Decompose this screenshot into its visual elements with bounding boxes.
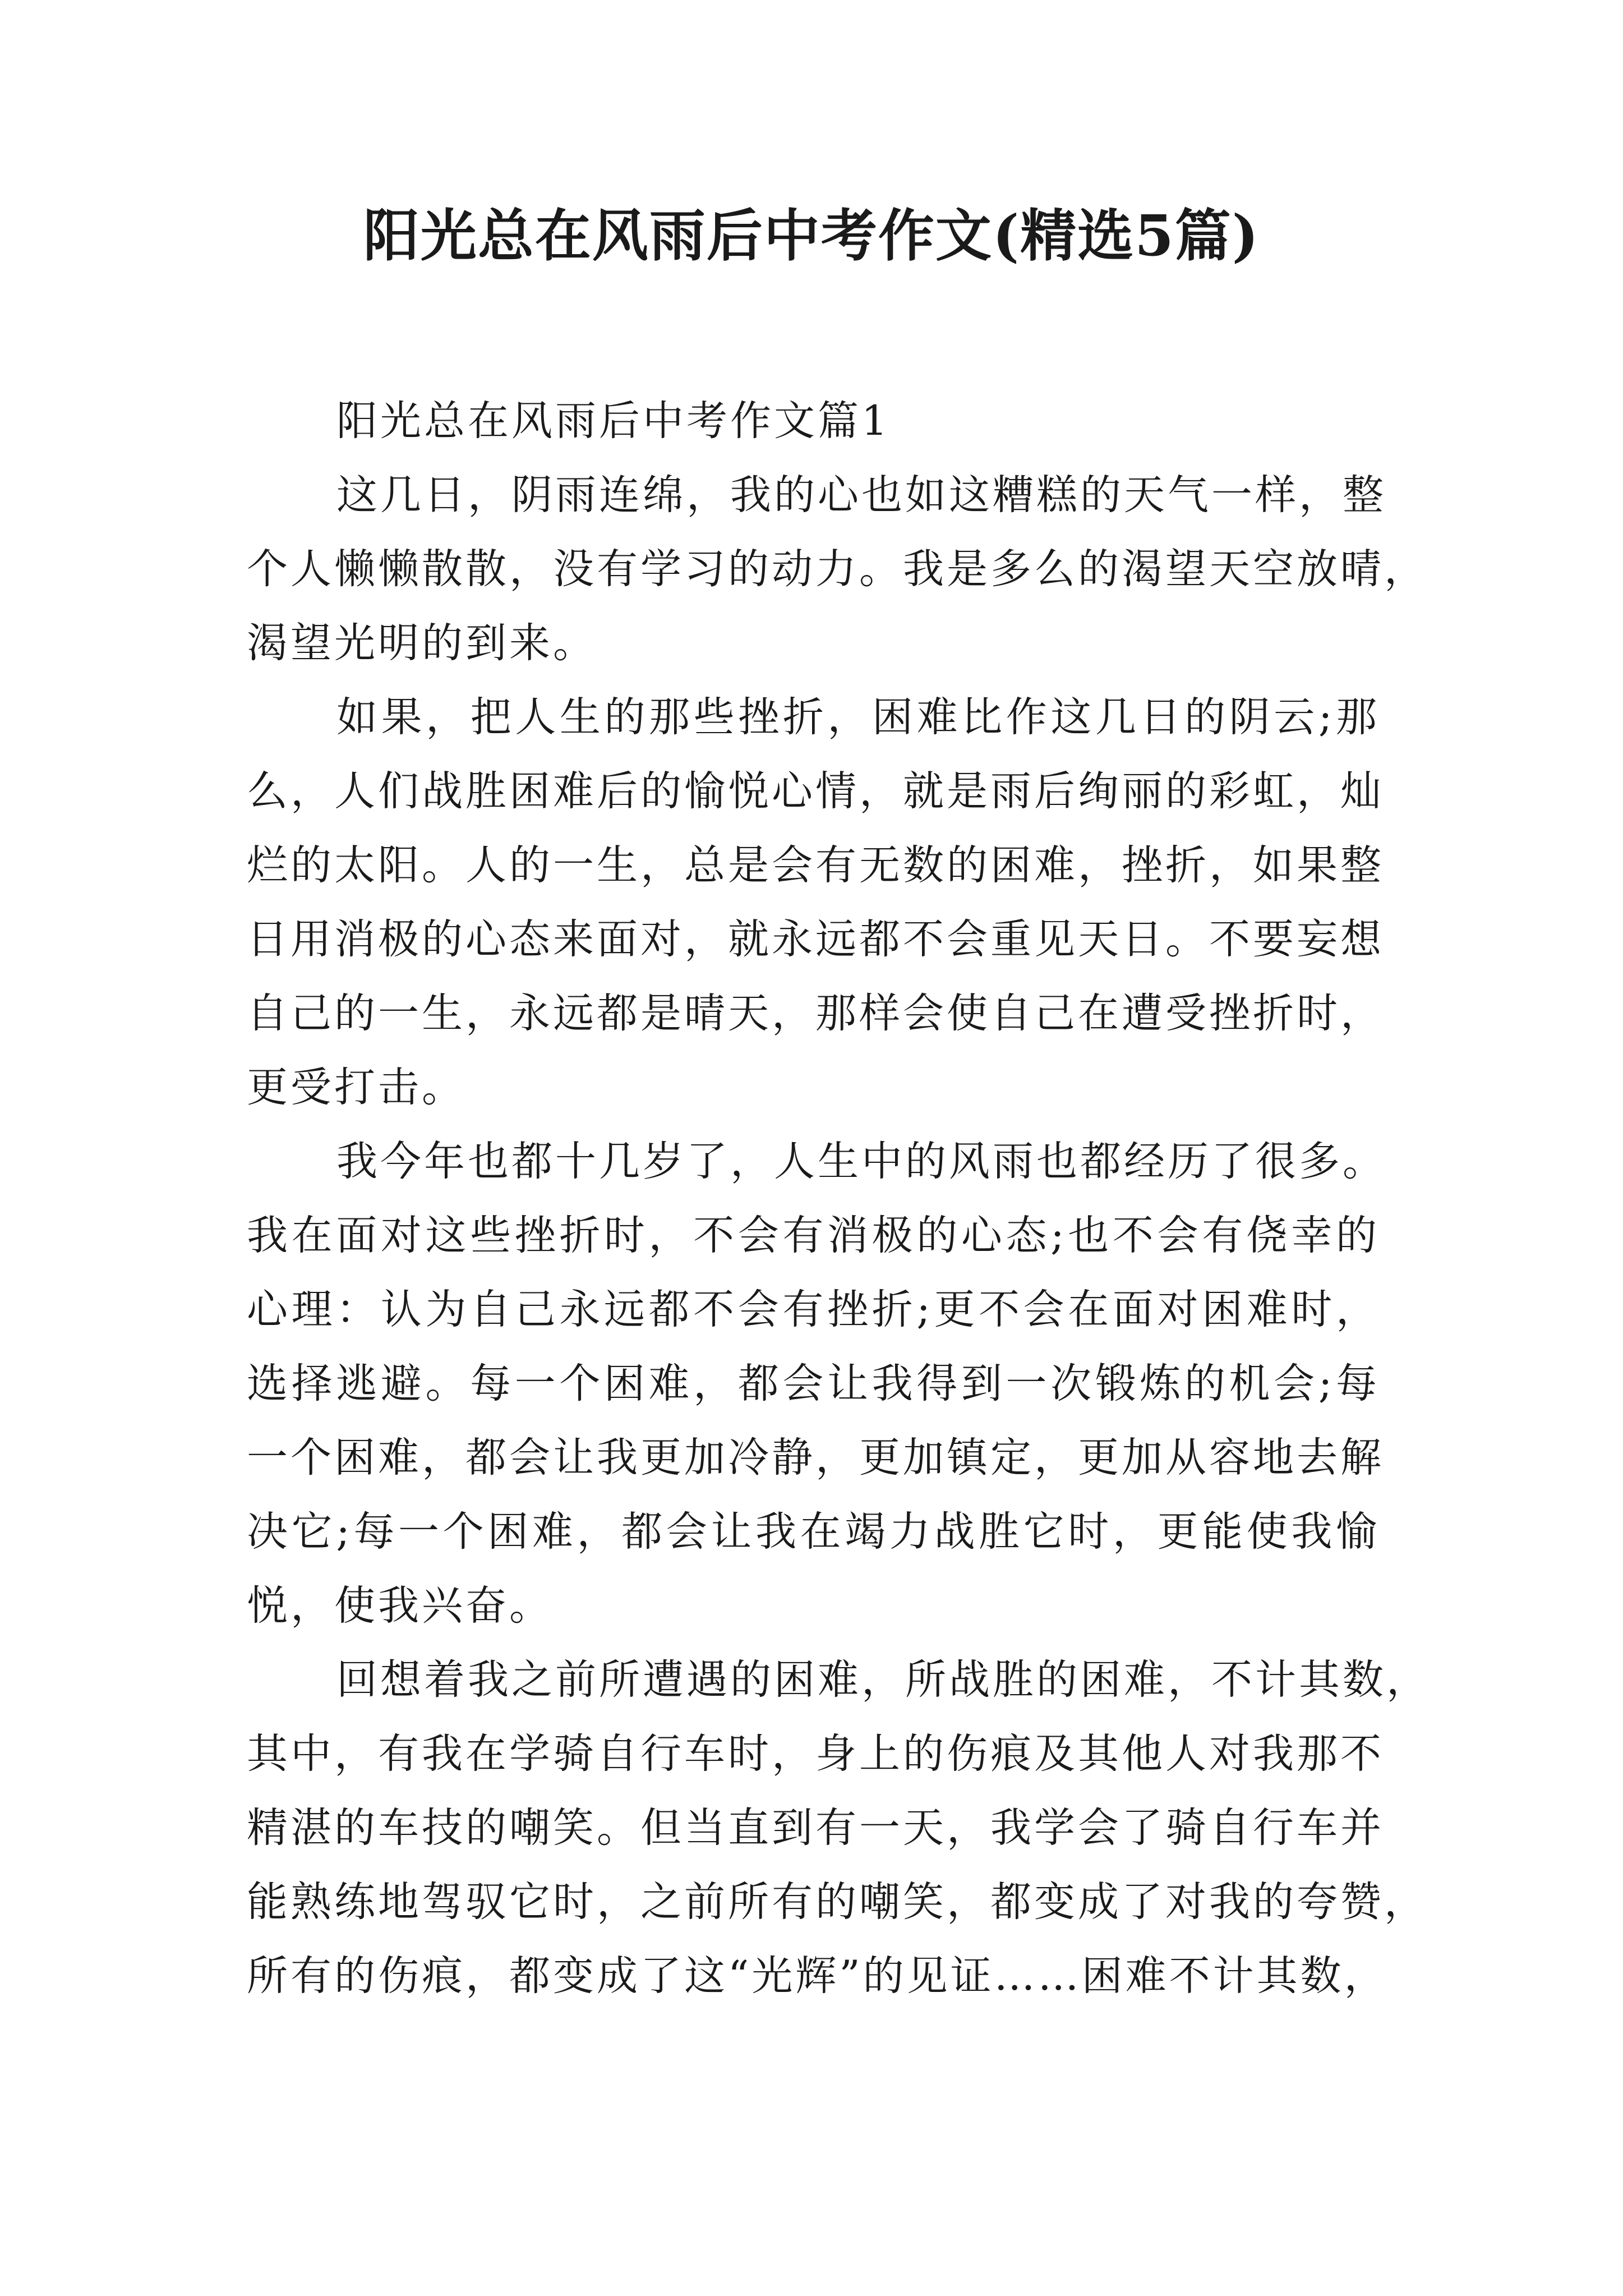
paragraph-line: 烂的太阳。人的一生，总是会有无数的困难，挫折，如果整 <box>247 841 1384 889</box>
document-title: 阳光总在风雨后中考作文(精选5篇) <box>363 203 1260 269</box>
paragraph-line: 能熟练地驾驭它时，之前所有的嘲笑，都变成了对我的夸赞， <box>247 1878 1428 1926</box>
paragraph-line: 选择逃避。每一个困难，都会让我得到一次锻炼的机会;每 <box>247 1360 1380 1407</box>
paragraph-line: 悦，使我兴奋。 <box>247 1582 553 1630</box>
paragraph-line: 么，人们战胜困难后的愉悦心情，就是雨后绚丽的彩虹，灿 <box>247 767 1384 815</box>
paragraph-line: 日用消极的心态来面对，就永远都不会重见天日。不要妄想 <box>247 915 1384 963</box>
paragraph-line: 决它;每一个困难，都会让我在竭力战胜它时，更能使我愉 <box>247 1508 1380 1556</box>
paragraph-line: 自己的一生，永远都是晴天，那样会使自己在遭受挫折时， <box>247 990 1384 1037</box>
paragraph-line: 所有的伤痕，都变成了这“光辉”的见证……困难不计其数， <box>247 1952 1388 2000</box>
paragraph-line: 更受打击。 <box>247 1064 465 1111</box>
paragraph-line: 精湛的车技的嘲笑。但当直到有一天，我学会了骑自行车并 <box>247 1804 1384 1852</box>
paragraph-line: 我在面对这些挫折时，不会有消极的心态;也不会有侥幸的 <box>247 1212 1380 1259</box>
paragraph-line: 如果，把人生的那些挫折，困难比作这几日的阴云;那 <box>336 693 1380 741</box>
paragraph-line: 个人懒懒散散，没有学习的动力。我是多么的渴望天空放晴， <box>247 545 1428 593</box>
paragraph-line: 我今年也都十几岁了，人生中的风雨也都经历了很多。 <box>336 1138 1386 1185</box>
paragraph-line: 渴望光明的到来。 <box>247 619 597 667</box>
paragraph-line: 其中，有我在学骑自行车时，身上的伤痕及其他人对我那不 <box>247 1730 1384 1778</box>
paragraph-line: 这几日，阴雨连绵，我的心也如这糟糕的天气一样，整 <box>336 471 1386 519</box>
paragraph-line: 一个困难，都会让我更加冷静，更加镇定，更加从容地去解 <box>247 1434 1384 1481</box>
section-heading: 阳光总在风雨后中考作文篇1 <box>336 397 891 445</box>
document-body <box>247 384 1430 2013</box>
paragraph-line: 回想着我之前所遭遇的困难，所战胜的困难，不计其数， <box>336 1656 1430 1704</box>
paragraph-line: 心理：认为自己永远都不会有挫折;更不会在面对困难时， <box>247 1286 1380 1333</box>
